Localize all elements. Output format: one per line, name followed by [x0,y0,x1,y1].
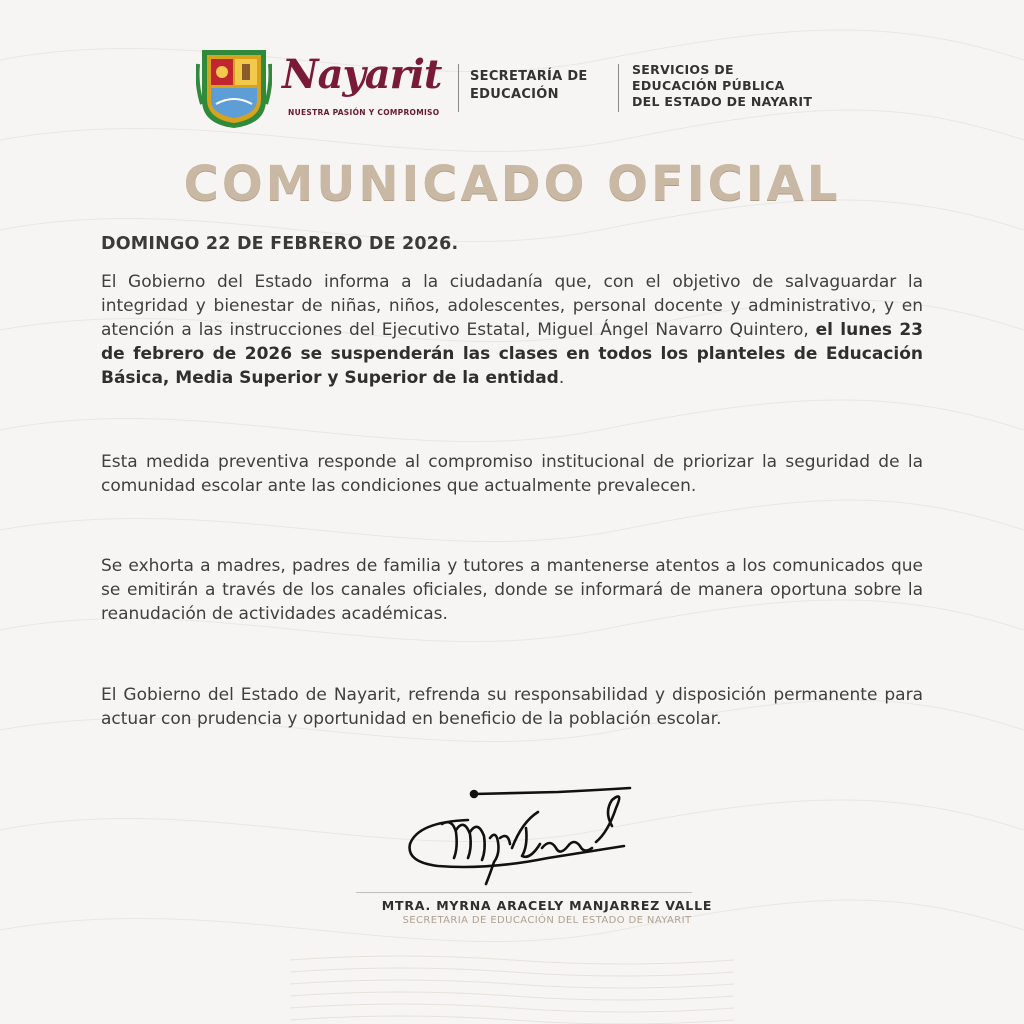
organization-line: SERVICIOS DE [632,62,734,77]
signatory-name: MTRA. MYRNA ARACELY MANJARREZ VALLE [381,898,713,913]
header [196,44,836,134]
paragraph-preventive-measure: Esta medida preventiva responde al compromiso institucional de priorizar la seguridad de la comunidad escolar ante las condiciones que actualmente prevalecen. [101,452,923,496]
department-line: SECRETARÍA DE [470,69,588,84]
signatory-role: SECRETARIA DE EDUCACIÓN DEL ESTADO DE NAYARIT [402,915,692,926]
nayarit-coat-of-arms-icon [196,44,272,130]
department-line: EDUCACIÓN [470,87,559,102]
paragraph-highlight: el lunes 23 de febrero de 2026 se suspenderán las clases en todos los planteles de Educación Básica, Media Superior y Superior de la entidad [101,320,923,388]
signature-line [356,892,692,893]
brand-logo [282,52,448,122]
brand-tagline: NUESTRA PASIÓN Y COMPROMISO [288,108,440,117]
communique-date: DOMINGO 22 DE FEBRERO DE 2026. [101,234,459,254]
paragraph-text: . [558,368,565,388]
page-title: COMUNICADO OFICIAL [183,156,841,212]
paragraph-text: El Gobierno del Estado informa a la ciudadanía que, con el objetivo de salvaguardar la integridad y bienestar de niñas, niños, adolescentes, personal docente y administrativo, y en atención a las instrucciones del Ejecutivo Estatal, Miguel Ángel Navarro Quintero, [101,272,923,340]
handwritten-signature [398,782,638,892]
header-divider [458,64,459,112]
paragraph-commitment: El Gobierno del Estado de Nayarit, refrenda su responsabilidad y disposición permanente para actuar con prudencia y oportunidad en beneficio de la población escolar. [101,685,923,729]
organization-name [632,62,812,110]
organization-line: EDUCACIÓN PÚBLICA [632,78,785,93]
organization-line: DEL ESTADO DE NAYARIT [632,94,813,109]
footer-ornament-pattern [290,950,734,1024]
brand-name: Nayarit [282,51,442,98]
paragraph-announcement [101,270,923,390]
department-name [470,68,588,104]
paragraph-exhortation: Se exhorta a madres, padres de familia y tutores a mantenerse atentos a los comunicados que se emitirán a través de los canales oficiales, donde se informará de manera oportuna sobre la reanudación de actividades académicas. [101,556,923,624]
header-divider [618,64,619,112]
